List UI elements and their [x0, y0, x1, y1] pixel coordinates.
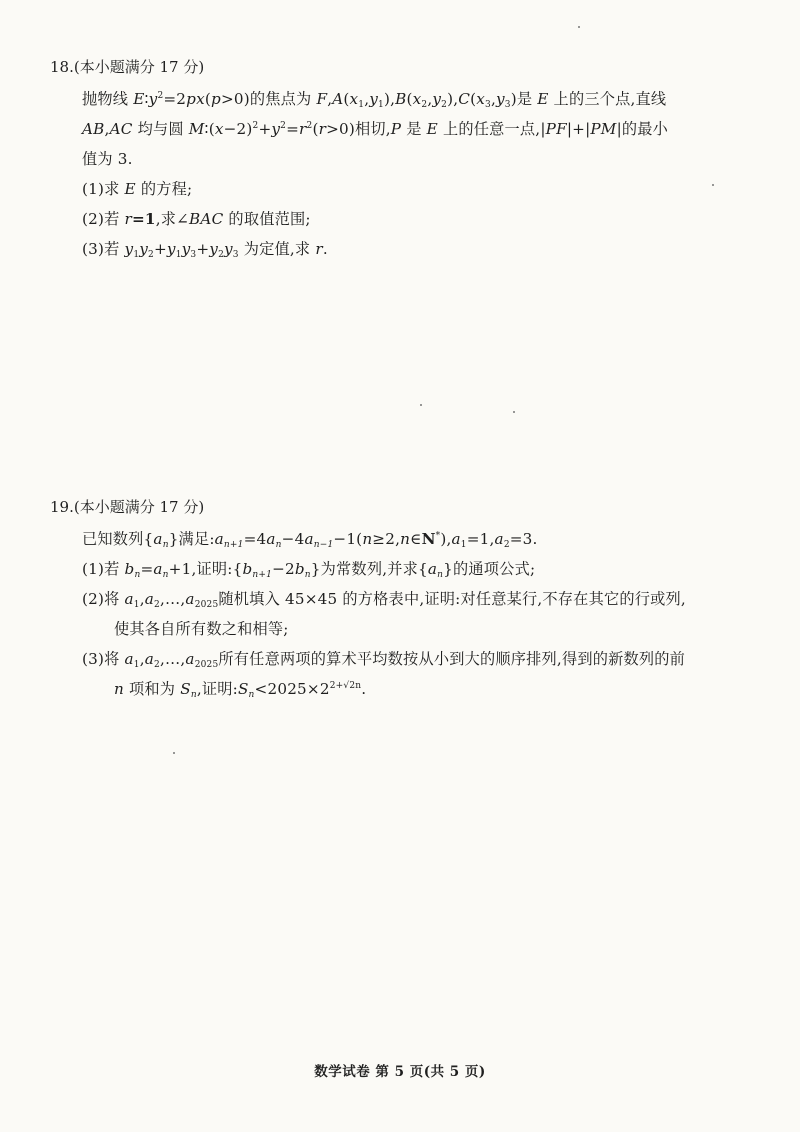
- problem-19-part-3: (3)将 $a_1,a_2,\dots,a_{2025}$所有任意两项的算术平均数按从小到大的顺序排列,得到的新数列的前: [82, 650, 686, 670]
- problem-18-part-1: (1)求 E 的方程;: [82, 180, 193, 198]
- problem-19-part-1: (1)若 $b_n=a_n+1$,证明$:\{b_{n+1}-2b_n\}$为常数列,并求$\{a_n\}$的通项公式;: [82, 560, 536, 580]
- problem-18-part-2: (2)若 r=1,求∠BAC 的取值范围;: [82, 210, 311, 228]
- problem-18-header: 18.(本小题满分 17 分): [50, 58, 205, 76]
- problem-19-part-2: (2)将 $a_1,a_2,\dots,a_{2025}$随机填入 45×45 的方格表中,证明:对任意某行,不存在其它的行或列,: [82, 590, 686, 610]
- problem-19-part-3-continued: n 项和为 $S_n$,证明$:S_n<2025\times 2^{2+√2n}$.: [114, 680, 367, 700]
- problem-18-intro-line-2: AB,AC 均与圆 $M∶(x-2)^2+y^2=r^2(r>0)$相切,P 是 E 上的任意一点,|PF|+|PM|的最小: [82, 120, 669, 138]
- problem-19-part-2-continued: 使其各自所有数之和相等;: [114, 620, 289, 638]
- scan-speck: [578, 26, 580, 28]
- scan-speck: [513, 411, 515, 413]
- problem-18-intro-line-1: 抛物线 $E∶y^2=2px(p>0)$的焦点为 $F,A(x_1,y_1),B(x_2,y_2),C(x_3,y_3)$是 E 上的三个点,直线: [82, 90, 667, 110]
- problem-19-header: 19.(本小题满分 17 分): [50, 498, 205, 516]
- page-footer: 数学试卷 第 5 页(共 5 页): [314, 1064, 486, 1080]
- problem-19-intro: 已知数列$\{a_n\}$满足$:a_{n+1}=4a_n-4a_{n-1}-1(n\ge 2,n\in N^*),a_1=1,a_2=3$.: [82, 530, 538, 550]
- problem-18-part-3: (3)若 $y_1y_2+y_1y_3+y_2y_3$ 为定值,求 r.: [82, 240, 328, 260]
- scan-speck: [420, 404, 422, 406]
- scan-speck: [712, 184, 714, 186]
- problem-18-intro-line-3: 值为 3.: [82, 150, 133, 168]
- scan-speck: [173, 752, 175, 754]
- problem-19: [50, 496, 760, 704]
- problem-18: [50, 56, 760, 264]
